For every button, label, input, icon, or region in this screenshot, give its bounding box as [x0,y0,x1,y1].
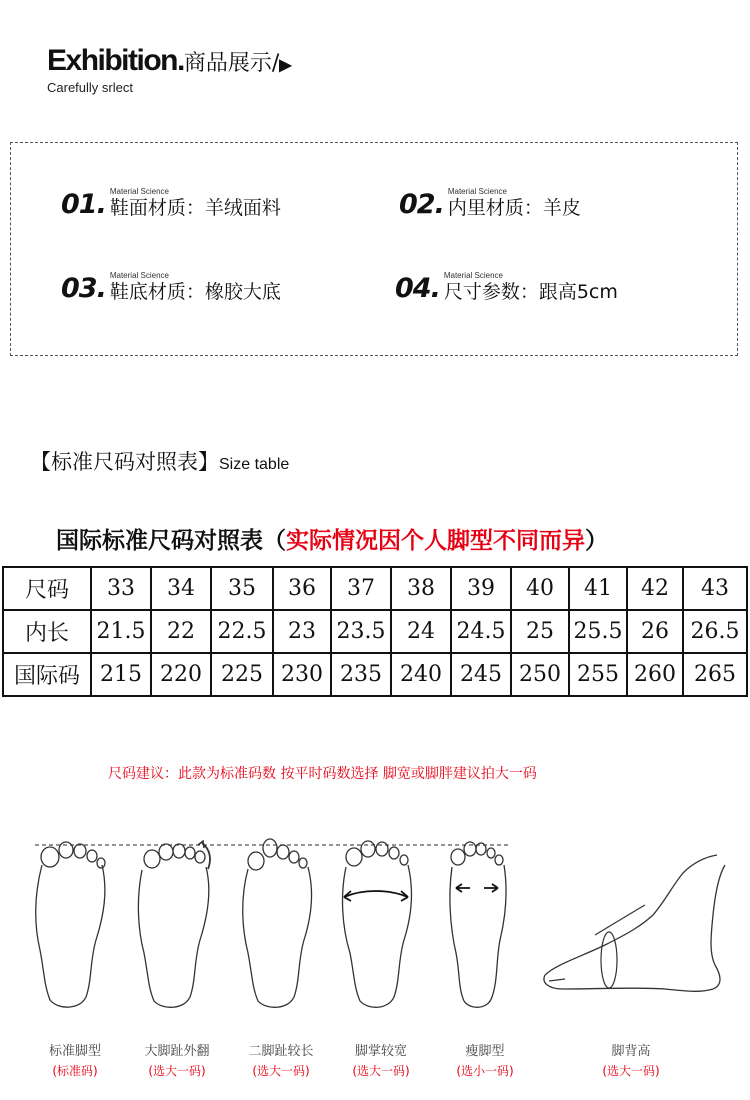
material-item-2 [399,188,581,218]
table-title-main: 国际标准尺码对照表（ [56,528,286,554]
table-title-note: 实际情况因个人脚型不同而异 [286,528,585,554]
material-number: 04. [395,273,440,304]
page-subtitle: Carefully srlect [47,80,133,95]
material-text: 内里材质：羊皮 [447,197,581,219]
table-cell: 240 [391,653,451,696]
table-cell: 25.5 [569,610,627,653]
table-cell: 36 [273,567,331,610]
table-row-header: 尺码 [3,567,91,610]
long-second-toe-foot-icon [236,835,326,1010]
table-cell: 25 [511,610,569,653]
table-cell: 41 [569,567,627,610]
table-cell: 40 [511,567,569,610]
material-number: 01. [61,189,106,220]
table-cell: 22.5 [211,610,273,653]
material-number: 02. [399,189,444,220]
table-cell: 23.5 [331,610,391,653]
foot-type-label: 标准脚型 [48,1044,101,1059]
table-row-header: 内长 [3,610,91,653]
table-cell: 33 [91,567,151,610]
narrow-foot-icon [444,835,514,1010]
table-cell: 26.5 [683,610,747,653]
play-arrow-icon: ▶ [279,57,292,74]
table-cell: 24 [391,610,451,653]
foot-type-note: (选大一码) [148,1064,206,1078]
foot-type-note: (选大一码) [602,1064,660,1078]
table-cell: 21.5 [91,610,151,653]
size-heading-cn: 【标准尺码对照表】 [30,450,219,474]
table-row [3,653,747,696]
table-title-end: ） [585,528,608,554]
material-text: 尺寸参数：跟高5cm [443,281,618,303]
material-item-4 [395,272,618,302]
wide-foot-icon [338,835,418,1010]
foot-type-label: 瘦脚型 [465,1044,505,1059]
material-tag: Material Science [443,271,503,280]
foot-type-label: 脚背高 [611,1044,651,1059]
foot-type-label: 脚掌较宽 [354,1044,407,1059]
table-cell: 245 [451,653,511,696]
foot-type-note: (选大一码) [352,1064,410,1078]
table-cell: 220 [151,653,211,696]
page-title [47,44,292,78]
table-row-header: 国际码 [3,653,91,696]
foot-types [0,835,750,1100]
material-tag: Material Science [447,187,507,196]
table-cell: 215 [91,653,151,696]
material-tag: Material Science [109,271,169,280]
title-en: Exhibition. [47,44,184,77]
table-cell: 23 [273,610,331,653]
table-cell: 26 [627,610,683,653]
table-cell: 255 [569,653,627,696]
foot-type-note: (标准码) [52,1064,98,1078]
title-cn: 商品展示/ [183,51,280,76]
table-cell: 34 [151,567,211,610]
table-row [3,567,747,610]
table-title [56,522,608,555]
table-cell: 35 [211,567,273,610]
material-number: 03. [61,273,106,304]
foot-type-label: 大脚趾外翻 [144,1044,210,1059]
foot-type-note: (选大一码) [252,1064,310,1078]
table-cell: 39 [451,567,511,610]
material-tag: Material Science [109,187,169,196]
high-instep-foot-icon [535,835,735,1010]
table-cell: 260 [627,653,683,696]
size-advice: 尺码建议：此款为标准码数 按平时码数选择 脚宽或脚胖建议拍大一码 [108,766,537,782]
table-cell: 225 [211,653,273,696]
size-heading-en: Size table [219,456,290,473]
table-cell: 230 [273,653,331,696]
size-table-heading [30,446,289,476]
table-cell: 265 [683,653,747,696]
table-cell: 43 [683,567,747,610]
exhibition-header [47,44,292,95]
table-cell: 22 [151,610,211,653]
table-cell: 24.5 [451,610,511,653]
table-cell: 37 [331,567,391,610]
table-cell: 42 [627,567,683,610]
bunion-foot-icon [132,835,222,1010]
table-cell: 38 [391,567,451,610]
table-cell: 235 [331,653,391,696]
material-item-1 [61,188,281,218]
table-cell: 250 [511,653,569,696]
material-item-3 [61,272,281,302]
foot-type-note: (选小一码) [456,1064,514,1078]
material-text: 鞋底材质：橡胶大底 [109,281,281,303]
size-table [2,566,748,697]
table-row [3,610,747,653]
standard-foot-icon [30,835,120,1010]
foot-type-label: 二脚趾较长 [248,1044,314,1059]
material-info-box [10,142,738,356]
material-text: 鞋面材质：羊绒面料 [109,197,281,219]
